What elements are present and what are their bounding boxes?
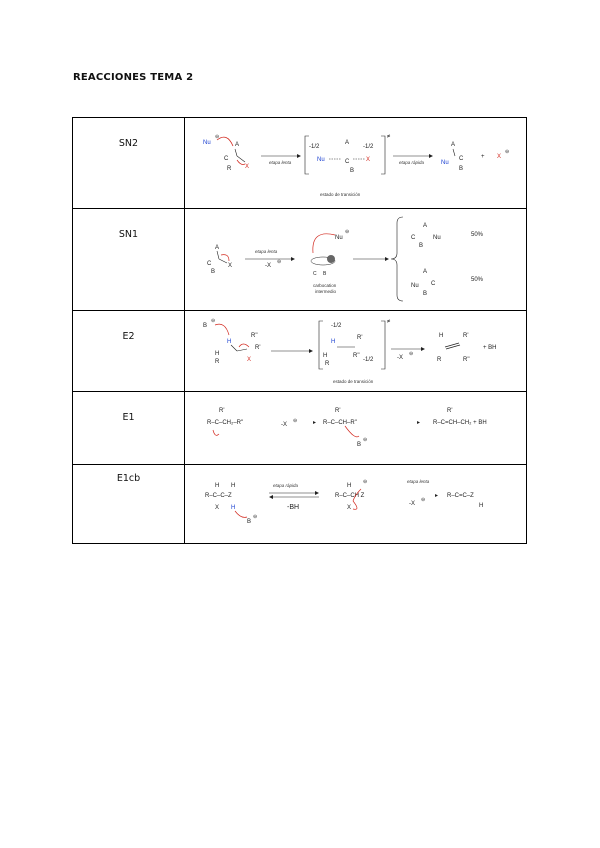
sn1-carbocation: carbocation <box>313 283 337 288</box>
reaction-name: E1 <box>73 392 185 465</box>
e1cb-slow-step: etapa lenta <box>407 479 430 484</box>
svg-text:⊖: ⊖ <box>211 318 216 324</box>
sn2-ts-x: X <box>366 157 371 163</box>
e2-minus-x: -X <box>397 355 403 361</box>
svg-text:⊖: ⊖ <box>505 149 510 155</box>
reaction-name: E1cb <box>73 465 185 544</box>
e1-product: R–C=CH–CH₂ + BH <box>433 420 487 426</box>
sn2-partial-2: -1/2 <box>363 144 374 150</box>
e1cb-prod-h: H <box>479 503 484 509</box>
sn1-prod1-nu: Nu <box>433 235 441 241</box>
e2-ts-caption: estado de transición <box>333 379 374 384</box>
sn2-ts-c: C <box>345 159 350 165</box>
reaction-name: SN2 <box>73 118 185 209</box>
table-row-e1cb <box>73 465 527 544</box>
e2-rp: R' <box>255 345 261 351</box>
sn2-partial-1: -1/2 <box>309 144 320 150</box>
e2-ts-r: R <box>325 361 330 367</box>
sn1-prod1-a: A <box>423 223 428 229</box>
reaction-scheme-e1 <box>185 392 527 465</box>
sn1-intermediate: intermedio <box>315 289 337 294</box>
e1-rp: R' <box>219 408 225 414</box>
sn1-scheme-diagram <box>185 209 526 310</box>
sn1-slow-step: etapa lenta <box>255 249 278 254</box>
svg-text:▸: ▸ <box>435 493 439 499</box>
sn1-prod2-b: B <box>423 291 428 297</box>
sn2-ts-nu: Nu <box>317 157 325 163</box>
table-row-sn2 <box>73 118 527 209</box>
e2-plus-bh: + BH <box>483 345 497 351</box>
e2-ts-h: H <box>331 339 336 345</box>
sn2-ts-a: A <box>345 140 350 146</box>
page-title: REACCIONES TEMA 2 <box>73 72 194 83</box>
svg-text:▸: ▸ <box>313 420 317 426</box>
e1cb-x: X <box>215 505 220 511</box>
e1cb-h-blue: H <box>231 505 236 511</box>
e1cb-h-top: H <box>215 483 220 489</box>
sn1-b: B <box>211 269 216 275</box>
svg-text:B: B <box>323 271 327 277</box>
sn2-prod-c: C <box>459 156 464 162</box>
svg-text:≠: ≠ <box>387 319 391 325</box>
table-row-e2 <box>73 311 527 392</box>
table-row-sn1 <box>73 209 527 311</box>
sn2-prod-b: B <box>459 166 464 172</box>
sn1-prod2-c: C <box>431 281 436 287</box>
e2-prod-r: R <box>437 357 442 363</box>
e2-scheme-diagram <box>185 311 526 391</box>
svg-text:⊖: ⊖ <box>277 259 282 265</box>
sn1-prod2-nu: Nu <box>411 283 419 289</box>
svg-text:⊖: ⊖ <box>421 497 426 503</box>
e1cb-fast-step: etapa rápida <box>273 483 299 488</box>
reaction-scheme-e2 <box>185 311 527 392</box>
e2-prod-rp: R' <box>463 333 469 339</box>
sn1-prod1-b: B <box>419 243 424 249</box>
e1cb-h-top2: H <box>231 483 236 489</box>
sn1-a: A <box>215 245 220 251</box>
sn2-prod-nu: Nu <box>441 160 449 166</box>
sn1-pct-1: 50% <box>471 232 484 238</box>
sn2-r: R <box>227 166 232 172</box>
e2-prod-h: H <box>439 333 444 339</box>
e2-h2: H <box>215 351 220 357</box>
e2-ts-rp: R' <box>357 335 363 341</box>
svg-text:⊖: ⊖ <box>253 514 258 520</box>
e2-ts-partial-2: -1/2 <box>363 357 374 363</box>
sn1-nu: Nu <box>335 235 343 241</box>
sn2-scheme-diagram <box>185 118 526 208</box>
e1cb-chain: R–C–C–Z <box>205 493 232 499</box>
sn2-ts-b: B <box>350 168 355 174</box>
e2-rpp: R'' <box>251 333 258 339</box>
e1cb-carb-x: X <box>347 505 352 511</box>
e2-r: R <box>215 359 220 365</box>
e1cb-carb-h: H <box>347 483 352 489</box>
e1cb-carbanion: R–C–CH Z <box>335 493 365 499</box>
e2-x: X <box>247 357 252 363</box>
svg-text:⊖: ⊖ <box>345 229 350 235</box>
sn2-a: A <box>235 142 240 148</box>
sn2-c: C <box>224 156 229 162</box>
sn1-minus-x: -X <box>265 263 271 269</box>
svg-text:⊖: ⊖ <box>215 134 220 140</box>
e1cb-minus-bh: -BH <box>287 504 300 511</box>
table-row-e1 <box>73 392 527 465</box>
e1-prod-rp: R' <box>447 408 453 414</box>
sn2-nu: Nu <box>203 140 211 146</box>
sn1-prod2-a: A <box>423 269 428 275</box>
sn2-slow-step: etapa lenta <box>269 160 292 165</box>
e1-chain-start: R–C–CH₂–R'' <box>207 420 244 426</box>
sn2-fast-step: etapa rápida <box>399 160 425 165</box>
e2-prod-rpp: R'' <box>463 357 470 363</box>
sn1-prod1-c: C <box>411 235 416 241</box>
e1-b: B <box>357 442 362 448</box>
e1cb-product: R–C=C–Z <box>447 493 474 499</box>
sn1-c: C <box>207 261 212 267</box>
e2-ts-rpp: R'' <box>353 353 360 359</box>
svg-text:▸: ▸ <box>417 420 421 426</box>
e2-ts-partial-1: -1/2 <box>331 323 342 329</box>
sn2-prod-x: X <box>497 154 502 160</box>
reactions-table <box>72 117 527 544</box>
e2-h: H <box>227 339 232 345</box>
e1cb-scheme-diagram <box>185 465 526 543</box>
reaction-scheme-sn1 <box>185 209 527 311</box>
reaction-name: E2 <box>73 311 185 392</box>
svg-text:⊖: ⊖ <box>293 418 298 424</box>
sn1-pct-2: 50% <box>471 277 484 283</box>
e1cb-minus-x: -X <box>409 501 415 507</box>
svg-text:⊖: ⊖ <box>409 351 414 357</box>
reaction-scheme-e1cb <box>185 465 527 544</box>
e1cb-b: B <box>247 519 252 525</box>
e1-scheme-diagram <box>185 392 526 464</box>
e2-ts-h2: H <box>323 353 328 359</box>
e1-minus-x: -X <box>281 422 287 428</box>
svg-text:⊖: ⊖ <box>363 479 368 485</box>
e1-cation-rp: R' <box>335 408 341 414</box>
svg-text:⊖: ⊖ <box>363 437 368 443</box>
svg-text:C: C <box>313 271 317 277</box>
sn2-prod-a: A <box>451 142 456 148</box>
e1-cation-chain: R–C–CH–R'' <box>323 420 357 426</box>
reaction-name: SN1 <box>73 209 185 311</box>
sn2-ts-caption: estado de transición <box>320 192 361 197</box>
sn1-x: X <box>228 263 233 269</box>
sn2-x: X <box>245 164 250 170</box>
e2-b: B <box>203 323 208 329</box>
svg-text:≠: ≠ <box>387 134 391 140</box>
sn2-plus: + <box>481 154 485 160</box>
reaction-scheme-sn2 <box>185 118 527 209</box>
